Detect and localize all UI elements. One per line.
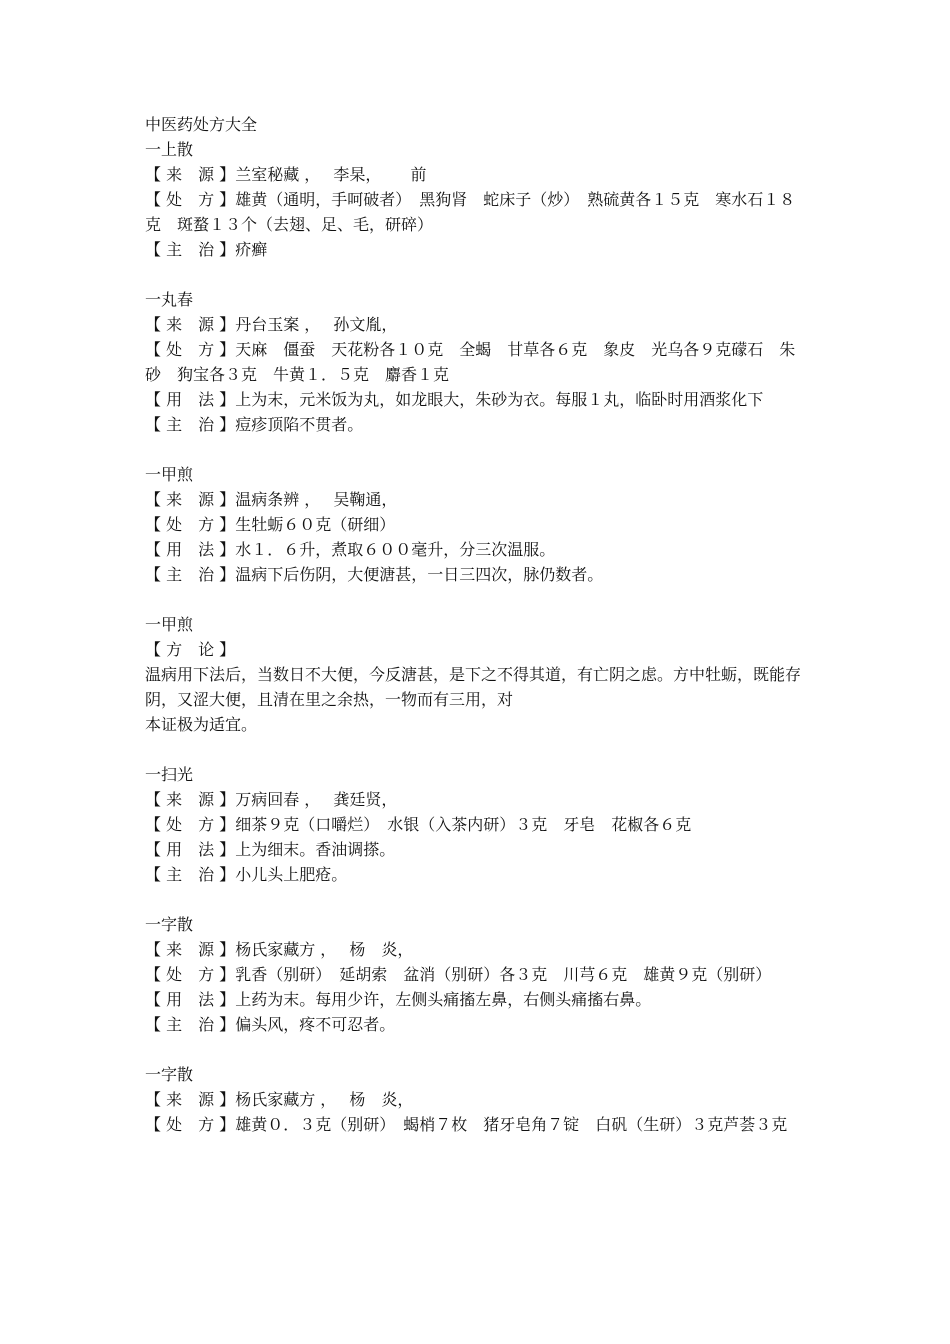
usage-line <box>145 837 810 862</box>
entry-name: 一甲煎 <box>145 465 194 484</box>
prescription-label: 【 处 方 】 <box>145 965 236 984</box>
source-text: 杨氏家藏方 ， 杨 炎， <box>235 1090 414 1109</box>
prescription-label: 【 处 方 】 <box>145 515 236 534</box>
discussion-text: 本证极为适宜。 <box>145 715 258 734</box>
indication-label: 【 主 治 】 <box>145 1015 236 1034</box>
entry-spacer <box>145 587 810 612</box>
prescription-text: 天麻 僵蚕 天花粉各１０克 全蝎 甘草各６克 象皮 光乌各９克礞石 朱砂 狗宝各３克 牛黄１．５克 麝香１克 <box>145 340 796 384</box>
entry-name: 一甲煎 <box>145 615 194 634</box>
prescription-text: 雄黄（通明，手呵破者） 黑狗肾 蛇床子（炒） 熟硫黄各１５克 寒水石１８克 斑蝥１３个（去翅、足、毛，研碎） <box>145 190 796 234</box>
entry-spacer <box>145 1037 810 1062</box>
entry-spacer <box>145 262 810 287</box>
indication-line <box>145 562 810 587</box>
source-label: 【 来 源 】 <box>145 940 236 959</box>
source-text: 丹台玉案 ， 孙文胤， <box>235 315 398 334</box>
indication-text: 偏头风，疼不可忍者。 <box>235 1015 396 1034</box>
usage-label: 【 用 法 】 <box>145 990 236 1009</box>
entry-name: 一字散 <box>145 915 194 934</box>
prescription-label: 【 处 方 】 <box>145 815 236 834</box>
usage-line <box>145 987 810 1012</box>
source-text: 温病条辨 ， 吴鞠通， <box>235 490 398 509</box>
prescription-text: 生牡蛎６０克（研细） <box>235 515 396 534</box>
source-text: 万病回春 ， 龚廷贤， <box>235 790 398 809</box>
indication-line <box>145 237 810 262</box>
source-text: 杨氏家藏方 ， 杨 炎， <box>235 940 414 959</box>
usage-label: 【 用 法 】 <box>145 540 236 559</box>
document-title: 中医药处方大全 <box>145 115 258 134</box>
indication-label: 【 主 治 】 <box>145 240 236 259</box>
source-line <box>145 312 810 337</box>
entry-spacer <box>145 437 810 462</box>
source-line <box>145 937 810 962</box>
prescription-text: 雄黄０．３克（别研） 蝎梢７枚 猪牙皂角７锭 白矾（生研）３克芦荟３克 <box>235 1115 788 1134</box>
source-label: 【 来 源 】 <box>145 165 236 184</box>
indication-text: 痘疹顶陷不贯者。 <box>235 415 364 434</box>
usage-line <box>145 387 810 412</box>
prescription-line <box>145 187 810 237</box>
discussion-label-line <box>145 637 810 662</box>
prescription-line <box>145 812 810 837</box>
indication-label: 【 主 治 】 <box>145 415 236 434</box>
indication-label: 【 主 治 】 <box>145 565 236 584</box>
indication-line <box>145 1012 810 1037</box>
prescription-line <box>145 337 810 387</box>
indication-line <box>145 412 810 437</box>
prescription-label: 【 处 方 】 <box>145 190 236 209</box>
source-line <box>145 487 810 512</box>
usage-text: 水１．６升，煮取６００毫升，分三次温服。 <box>235 540 556 559</box>
document-page <box>145 112 810 1137</box>
entry-name: 一上散 <box>145 140 194 159</box>
source-line <box>145 787 810 812</box>
prescription-line <box>145 1112 810 1137</box>
prescription-label: 【 处 方 】 <box>145 1115 236 1134</box>
indication-text: 温病下后伤阴，大便溏甚，一日三四次，脉仍数者。 <box>235 565 604 584</box>
discussion-label: 【 方 论 】 <box>145 640 236 659</box>
indication-text: 疥癣 <box>235 240 268 259</box>
usage-text: 上药为末。每用少许，左侧头痛搐左鼻，右侧头痛搐右鼻。 <box>235 990 652 1009</box>
source-line <box>145 1087 810 1112</box>
usage-text: 上为末，元米饭为丸，如龙眼大，朱砂为衣。每服１丸，临卧时用酒浆化下 <box>235 390 764 409</box>
source-label: 【 来 源 】 <box>145 490 236 509</box>
usage-line <box>145 537 810 562</box>
indication-text: 小儿头上肥疮。 <box>235 865 348 884</box>
entry-name: 一丸春 <box>145 290 194 309</box>
usage-label: 【 用 法 】 <box>145 840 236 859</box>
source-label: 【 来 源 】 <box>145 315 236 334</box>
source-label: 【 来 源 】 <box>145 790 236 809</box>
entry-name: 一字散 <box>145 1065 194 1084</box>
entry-spacer <box>145 887 810 912</box>
prescription-text: 乳香（别研） 延胡索 盆消（别研）各３克 川芎６克 雄黄９克（别研） <box>235 965 772 984</box>
source-label: 【 来 源 】 <box>145 1090 236 1109</box>
indication-line <box>145 862 810 887</box>
source-text: 兰室秘藏 ， 李杲， 前 <box>235 165 427 184</box>
prescription-label: 【 处 方 】 <box>145 340 236 359</box>
indication-label: 【 主 治 】 <box>145 865 236 884</box>
discussion-text: 温病用下法后，当数日不大便，今反溏甚，是下之不得其道，有亡阴之虑。方中牡蛎，既能存阴，又涩大便，且清在里之余热，一物而有三用，对 <box>145 665 802 709</box>
entry-name: 一扫光 <box>145 765 194 784</box>
entry-spacer <box>145 737 810 762</box>
prescription-line <box>145 512 810 537</box>
prescription-text: 细茶９克（口嚼烂） 水银（入茶内研）３克 牙皂 花椒各６克 <box>235 815 692 834</box>
usage-label: 【 用 法 】 <box>145 390 236 409</box>
usage-text: 上为细末。香油调搽。 <box>235 840 396 859</box>
source-line <box>145 162 810 187</box>
prescription-line <box>145 962 810 987</box>
